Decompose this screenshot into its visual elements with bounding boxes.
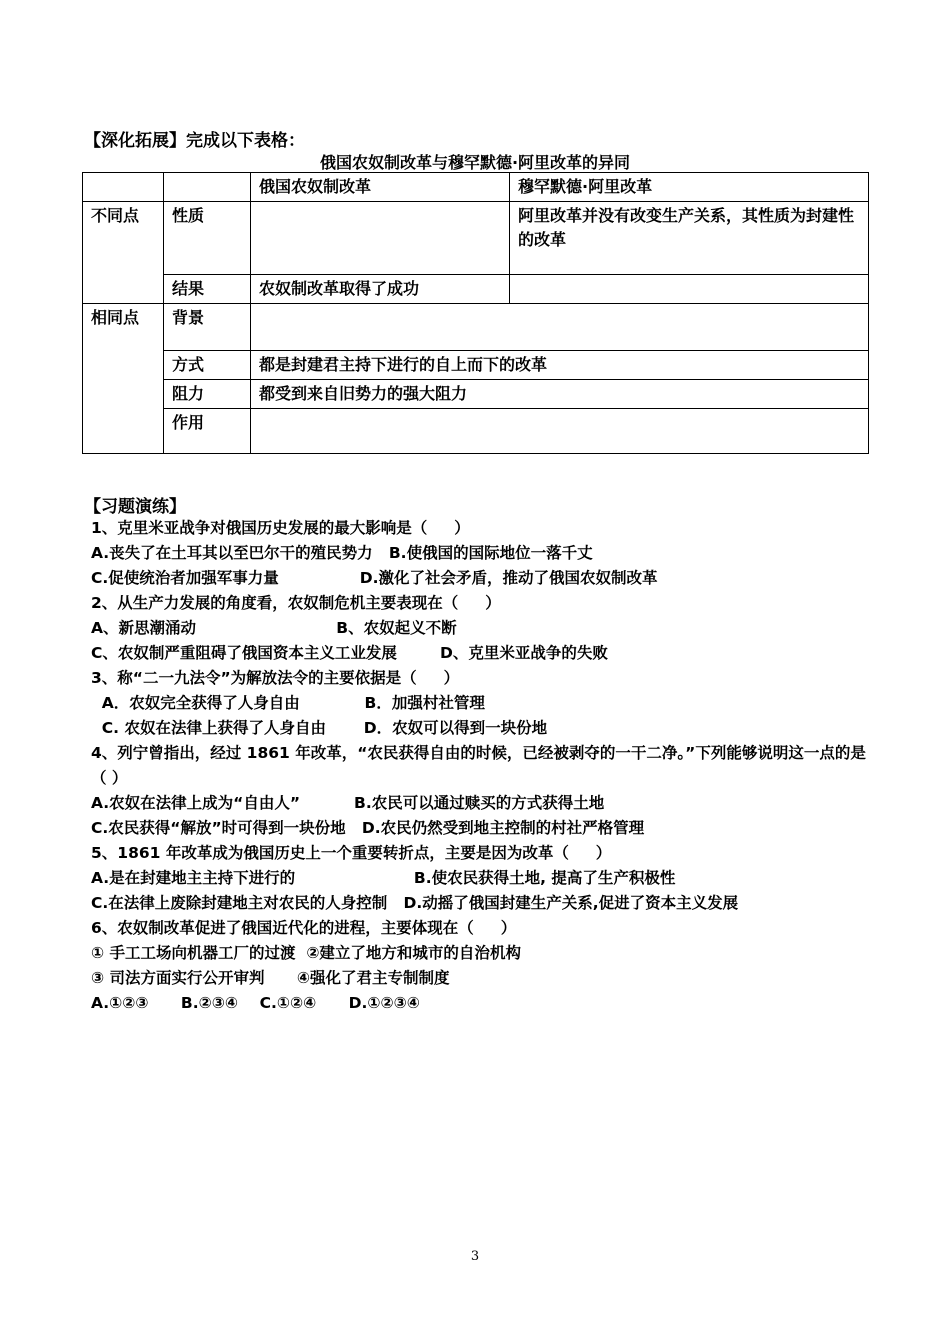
question-option-line: C.促使统治者加强军事力量 D.激化了社会矛盾，推动了俄国农奴制改革 <box>91 569 658 587</box>
label-effect: 作用 <box>164 409 251 454</box>
question-line: 6、农奴制改革促进了俄国近代化的进程，主要体现在（ ） <box>91 919 517 937</box>
header-russia: 俄国农奴制改革 <box>251 173 510 202</box>
same-label: 相同点 <box>83 304 164 454</box>
question-option-line: A.农奴在法律上成为“自由人” B.农民可以通过赎买的方式获得土地 <box>91 794 605 812</box>
row-method <box>83 351 869 380</box>
section-heading-extend: 【深化拓展】完成以下表格： <box>84 131 305 151</box>
cell-result-ali[interactable] <box>510 275 869 304</box>
question-option-line: ① 手工工场向机器工厂的过渡 ②建立了地方和城市的自治机构 <box>91 944 521 962</box>
cell-resistance: 都受到来自旧势力的强大阻力 <box>251 380 869 409</box>
question-option-line: A.是在封建地主主持下进行的 B.使农民获得土地, 提高了生产积极性 <box>91 869 676 887</box>
cell-nature-ali: 阿里改革并没有改变生产关系，其性质为封建性的改革 <box>510 202 869 275</box>
label-resistance: 阻力 <box>164 380 251 409</box>
cell-nature-russia[interactable] <box>251 202 510 275</box>
question-list <box>91 516 871 1016</box>
label-method: 方式 <box>164 351 251 380</box>
question-option-line: C、农奴制严重阻碍了俄国资本主义工业发展 D、克里米亚战争的失败 <box>91 644 608 662</box>
header-blank-cell <box>164 173 251 202</box>
label-result: 结果 <box>164 275 251 304</box>
question-option-line: A.丧失了在土耳其以至巴尔干的殖民势力 B.使俄国的国际地位一落千丈 <box>91 544 593 562</box>
page-number: 3 <box>470 1249 480 1264</box>
cell-background[interactable] <box>251 304 869 351</box>
table-header-row <box>83 173 869 202</box>
label-background: 背景 <box>164 304 251 351</box>
question-option-line: A.①②③ B.②③④ C.①②④ D.①②③④ <box>91 994 420 1012</box>
diff-label: 不同点 <box>83 202 164 304</box>
label-nature: 性质 <box>164 202 251 275</box>
row-nature <box>83 202 869 275</box>
question-line: 5、1861 年改革成为俄国历史上一个重要转折点，主要是因为改革（ ） <box>91 844 612 862</box>
cell-method: 都是封建君主持下进行的自上而下的改革 <box>251 351 869 380</box>
question-line: 2、从生产力发展的角度看，农奴制危机主要表现在（ ） <box>91 594 501 612</box>
question-line: 3、称“二一九法令”为解放法令的主要依据是（ ） <box>91 669 460 687</box>
question-option-line: C.农民获得“解放”时可得到一块份地 D.农民仍然受到地主控制的村社严格管理 <box>91 819 645 837</box>
question-option-line: A、新思潮涌动 B、农奴起义不断 <box>91 619 457 637</box>
question-option-line: ③ 司法方面实行公开审判 ④强化了君主专制制度 <box>91 969 450 987</box>
table-title: 俄国农奴制改革与穆罕默德·阿里改革的异同 <box>319 153 631 172</box>
comparison-table <box>82 172 869 454</box>
row-background <box>83 304 869 351</box>
question-option-line: A．农奴完全获得了人身自由 B．加强村社管理 <box>91 694 485 712</box>
cell-result-russia: 农奴制改革取得了成功 <box>251 275 510 304</box>
row-effect <box>83 409 869 454</box>
section-heading-practice: 【习题演练】 <box>84 497 186 517</box>
question-line: 4、列宁曾指出，经过 1861 年改革，“农民获得自由的时候，已经被剥夺的一干二净。”下列能够说明这一点的是（ ） <box>91 744 866 787</box>
row-result <box>83 275 869 304</box>
question-option-line: C. 农奴在法律上获得了人身自由 D．农奴可以得到一块份地 <box>91 719 548 737</box>
question-line: 1、克里米亚战争对俄国历史发展的最大影响是（ ） <box>91 519 470 537</box>
row-resistance <box>83 380 869 409</box>
question-option-line: C.在法律上废除封建地主对农民的人身控制 D.动摇了俄国封建生产关系,促进了资本主义发展 <box>91 894 739 912</box>
header-ali: 穆罕默德·阿里改革 <box>510 173 869 202</box>
header-blank-cell <box>83 173 164 202</box>
cell-effect[interactable] <box>251 409 869 454</box>
